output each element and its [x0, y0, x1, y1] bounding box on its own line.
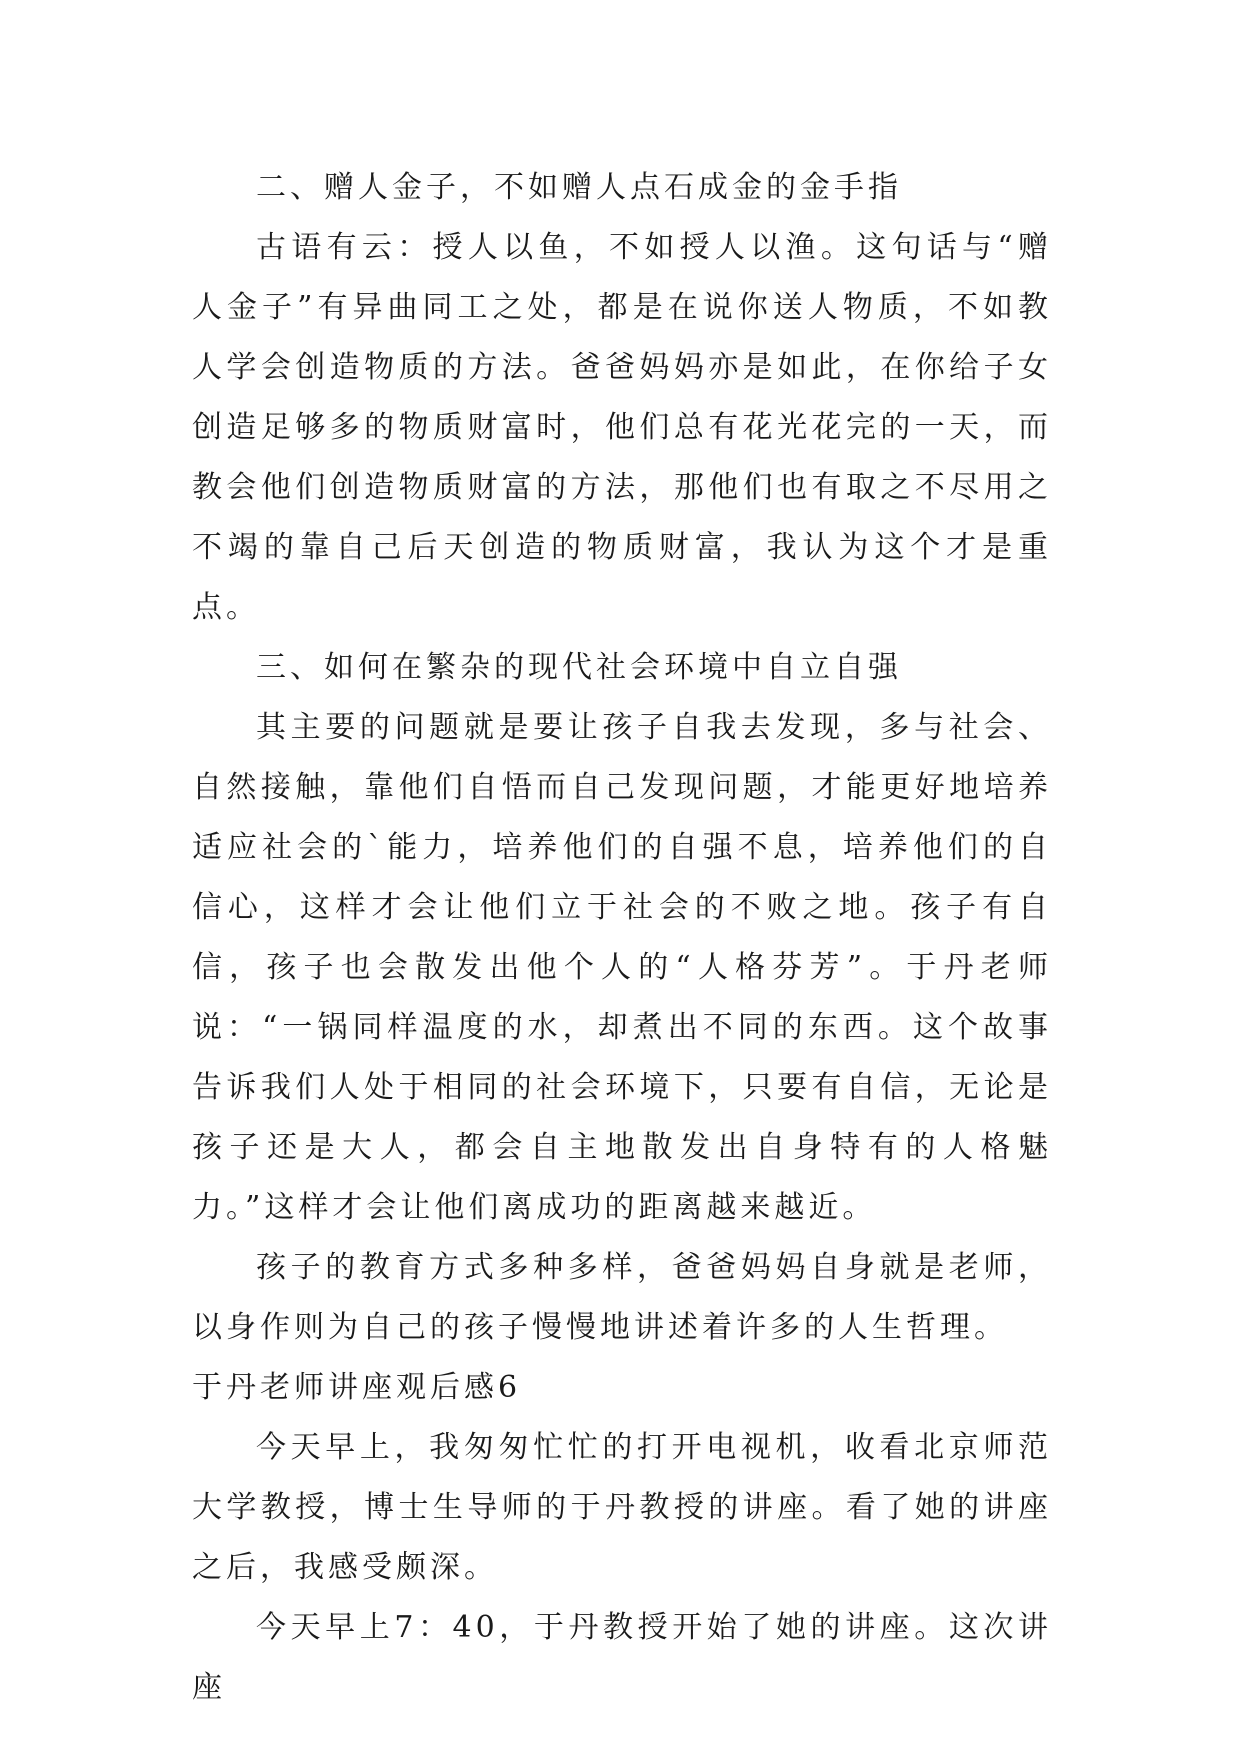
body-paragraph: 古语有云：授人以鱼，不如授人以渔。这句话与“赠人金子”有异曲同工之处，都是在说你送人物质，不如教人学会创造物质的方法。爸爸妈妈亦是如此，在你给子女创造足够多的物质财富时，他们总有花光花完的一天，而教会他们创造物质财富的方法，那他们也有取之不尽用之不竭的靠自己后天创造的物质财富，我认为这个才是重点。	[192, 230, 1052, 625]
section-heading-2: 二、赠人金子，不如赠人点石成金的金手指	[256, 170, 902, 205]
body-paragraph: 其主要的问题就是要让孩子自我去发现，多与社会、自然接触，靠他们自悟而自己发现问题，才能更好地培养适应社会的`能力，培养他们的自强不息，培养他们的自信心，这样才会让他们立于社会的不败之地。孩子有自信，孩子也会散发出他个人的“人格芬芳”。于丹老师说：“一锅同样温度的水，却煮出不同的东西。这个故事告诉我们人处于相同的社会环境下，只要有自信，无论是孩子还是大人，都会自主地散发出自身特有的人格魅力。”这样才会让他们离成功的距离越来越近。	[192, 710, 1052, 1225]
article-title: 于丹老师讲座观后感6	[192, 1370, 522, 1405]
body-paragraph: 今天早上7：40，于丹教授开始了她的讲座。这次讲座	[192, 1610, 1052, 1705]
document-body	[192, 158, 1052, 1718]
body-paragraph: 孩子的教育方式多种多样，爸爸妈妈自身就是老师，以身作则为自己的孩子慢慢地讲述着许多的人生哲理。	[192, 1250, 1052, 1345]
section-heading-3: 三、如何在繁杂的现代社会环境中自立自强	[256, 650, 902, 685]
body-paragraph: 今天早上，我匆匆忙忙的打开电视机，收看北京师范大学教授，博士生导师的于丹教授的讲座。看了她的讲座之后，我感受颇深。	[192, 1430, 1052, 1585]
